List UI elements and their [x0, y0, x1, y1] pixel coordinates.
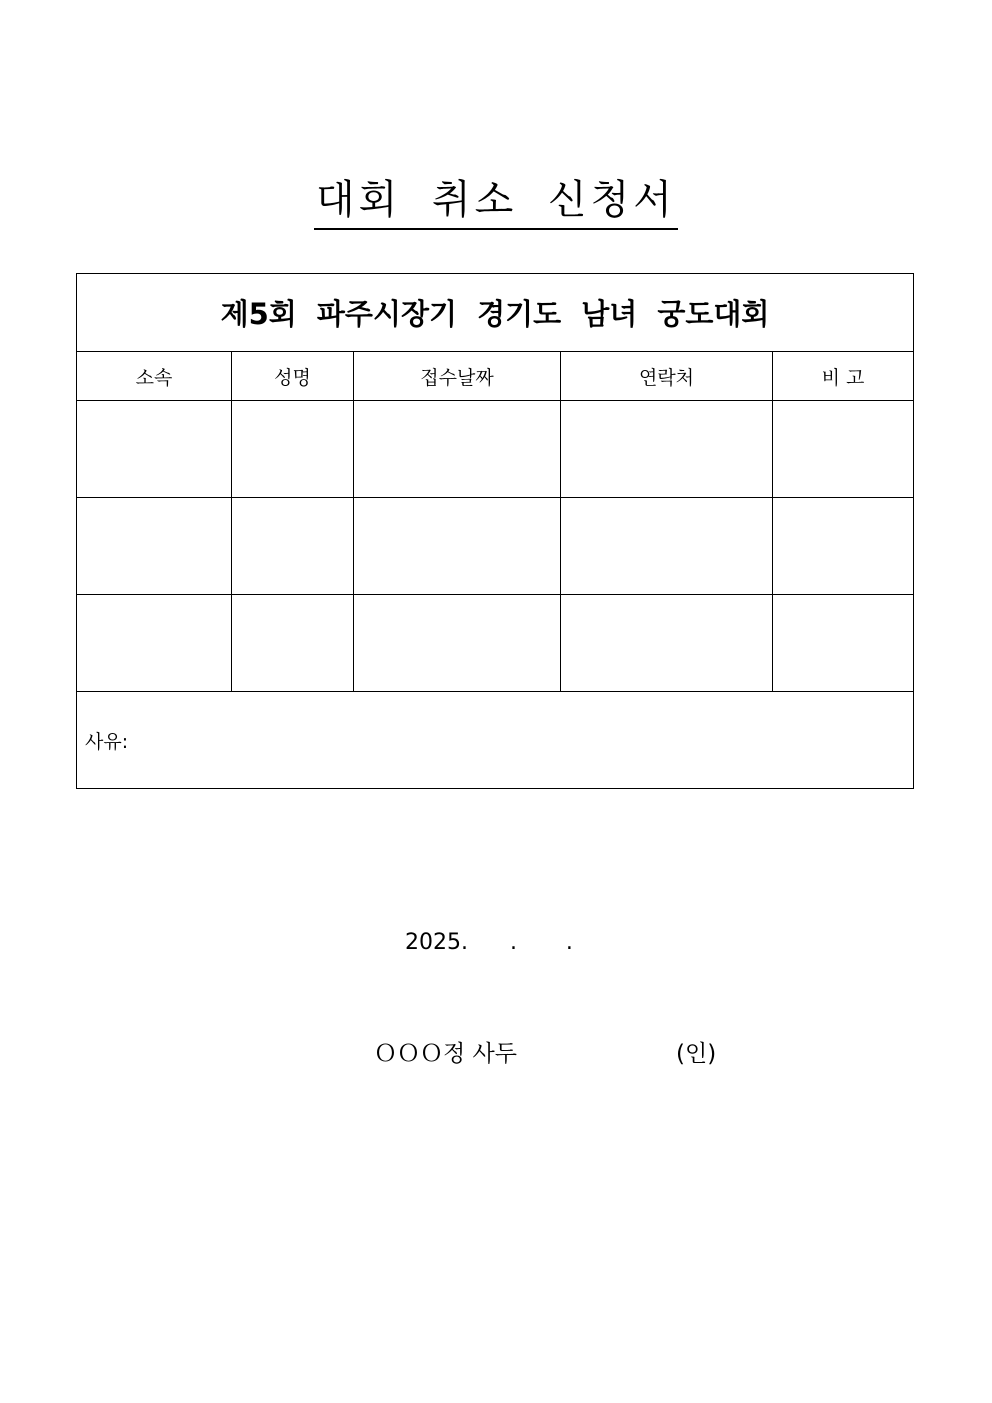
affiliation-cell[interactable] [77, 595, 232, 692]
receipt-date-cell[interactable] [354, 595, 561, 692]
contact-cell[interactable] [561, 498, 773, 595]
contact-cell[interactable] [561, 401, 773, 498]
remarks-cell[interactable] [773, 498, 914, 595]
seal-mark: (인) [676, 1041, 717, 1067]
contact-cell[interactable] [561, 595, 773, 692]
column-header-remarks: 비 고 [773, 352, 914, 401]
name-cell[interactable] [232, 498, 354, 595]
receipt-date-cell[interactable] [354, 498, 561, 595]
reason-field[interactable] [77, 692, 914, 789]
column-header-receipt-date: 접수날짜 [354, 352, 561, 401]
affiliation-cell[interactable] [77, 401, 232, 498]
column-header-contact: 연락처 [561, 352, 773, 401]
table-row [77, 498, 914, 595]
reason-row [77, 692, 914, 789]
remarks-cell[interactable] [773, 595, 914, 692]
event-name: 제5회 파주시장기 경기도 남녀 궁도대회 [77, 274, 914, 352]
name-cell[interactable] [232, 401, 354, 498]
document-title-text: 대회 취소 신청서 [314, 176, 678, 230]
table-row [77, 401, 914, 498]
affiliation-cell[interactable] [77, 498, 232, 595]
reason-label: 사유: [85, 730, 129, 753]
table-row [77, 595, 914, 692]
column-header-name: 성명 [232, 352, 354, 401]
document-title [0, 176, 992, 230]
remarks-cell[interactable] [773, 401, 914, 498]
name-cell[interactable] [232, 595, 354, 692]
signer-name: ＯＯＯ정 사두 [374, 1041, 517, 1067]
column-header-affiliation: 소속 [77, 352, 232, 401]
header-row [77, 352, 914, 401]
cancellation-form-table [76, 273, 914, 789]
application-date: 2025. . . [405, 930, 573, 955]
event-row [77, 274, 914, 352]
receipt-date-cell[interactable] [354, 401, 561, 498]
